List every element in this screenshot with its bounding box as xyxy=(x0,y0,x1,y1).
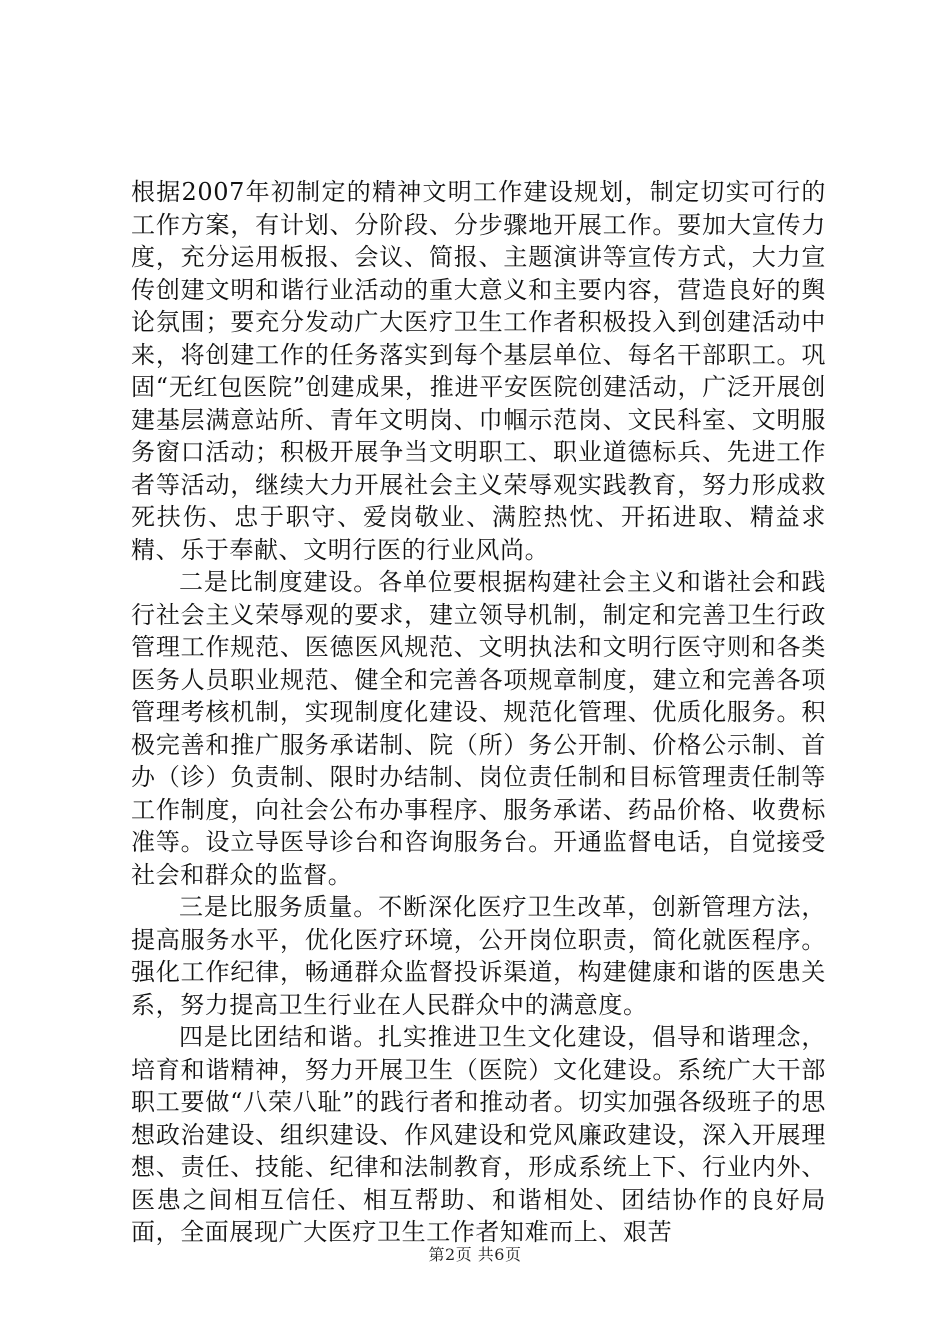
paragraph-3: 三是比服务质量。不断深化医疗卫生改革，创新管理方法，提高服务水平，优化医疗环境，公开岗位职责，简化就医程序。强化工作纪律，畅通群众监督投诉渠道，构建健康和谐的医患关系，努力提高卫生行业在人民群众中的满意度。 xyxy=(131,893,826,1019)
paragraph-2: 二是比制度建设。各单位要根据构建社会主义和谐社会和践行社会主义荣辱观的要求，建立领导机制，制定和完善卫生行政管理工作规范、医德医风规范、文明执法和文明行医守则和各类医务人员职业规范、健全和完善各项规章制度，建立和完善各项管理考核机制，实现制度化建设、规范化管理、优质化服务。积极完善和推广服务承诺制、院（所）务公开制、价格公示制、首办（诊）负责制、限时办结制、岗位责任制和目标管理责任制等工作制度，向社会公布办事程序、服务承诺、药品价格、收费标准等。设立导医导诊台和咨询服务台。开通监督电话，自觉接受社会和群众的监督。 xyxy=(131,568,826,889)
paragraph-1: 根据2007年初制定的精神文明工作建设规划，制定切实可行的工作方案，有计划、分阶段、分步骤地开展工作。要加大宣传力度，充分运用板报、会议、简报、主题演讲等宣传方式，大力宣传创建文明和谐行业活动的重大意义和主要内容，营造良好的舆论氛围；要充分发动广大医疗卫生工作者积极投入到创建活动中来，将创建工作的任务落实到每个基层单位、每名干部职工。巩固“无红包医院”创建成果，推进平安医院创建活动，广泛开展创建基层满意站所、青年文明岗、巾帼示范岗、文民科室、文明服务窗口活动；积极开展争当文明职工、职业道德标兵、先进工作者等活动，继续大力开展社会主义荣辱观实践教育，努力形成救死扶伤、忠于职守、爱岗敬业、满腔热忱、开拓进取、精益求精、乐于奉献、文明行医的行业风尚。 xyxy=(131,178,826,564)
page-number-footer: 第2页 共6页 xyxy=(428,1245,522,1264)
document-body xyxy=(131,176,826,1249)
paragraph-4: 四是比团结和谐。扎实推进卫生文化建设，倡导和谐理念，培育和谐精神，努力开展卫生（医院）文化建设。系统广大干部职工要做“八荣八耻”的践行者和推动者。切实加强各级班子的思想政治建设、组织建设、作风建设和党风廉政建设，深入开展理想、责任、技能、纪律和法制教育，形成系统上下、行业内外、医患之间相互信任、相互帮助、和谐相处、团结协作的良好局面，全面展现广大医疗卫生工作者知难而上、艰苦 xyxy=(131,1023,826,1246)
